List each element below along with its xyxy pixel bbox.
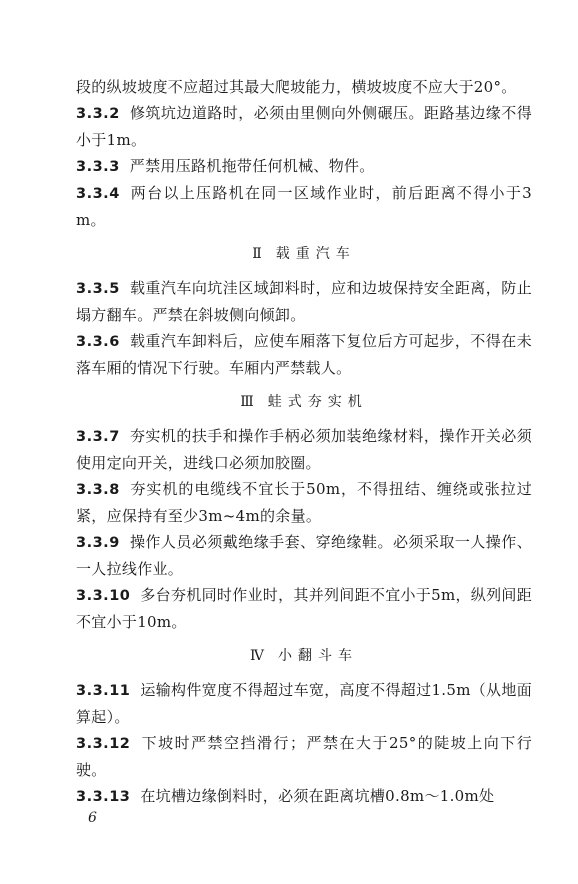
- clause-number: 3.3.11: [76, 683, 131, 699]
- clause-number: 3.3.13: [76, 789, 131, 805]
- clause-number: 3.3.2: [76, 106, 120, 122]
- clause-text: 操作人员必须戴绝缘手套、穿绝缘鞋。必须采取一人操作、一人拉线作业。: [76, 533, 532, 578]
- clause-3-3-6: [76, 328, 532, 381]
- intro-paragraph: 段的纵坡坡度不应超过其最大爬坡能力，横坡坡度不应大于20°。: [76, 78, 517, 96]
- clause-text: 运输构件宽度不得超过车宽，高度不得超过1.5m（从地面算起）。: [76, 681, 532, 726]
- clause-number: 3.3.3: [76, 159, 120, 175]
- clause-number: 3.3.4: [76, 186, 120, 202]
- clause-number: 3.3.9: [76, 535, 120, 551]
- section-heading-3: [76, 389, 532, 415]
- section-title: 小翻斗车: [278, 648, 358, 664]
- section-roman-numeral: Ⅱ: [252, 246, 262, 262]
- clause-text: 载重汽车向坑洼区域卸料时，应和边坡保持安全距离，防止塌方翻车。严禁在斜坡侧向倾卸。: [76, 279, 532, 324]
- clause-text: 多台夯机同时作业时，其并列间距不宜小于5m，纵列间距不宜小于10m。: [76, 586, 532, 631]
- clause-3-3-5: [76, 275, 532, 328]
- page-number: 6: [88, 810, 97, 826]
- clause-number: 3.3.6: [76, 334, 120, 350]
- clause-text: 两台以上压路机在同一区域作业时，前后距离不得小于3m。: [76, 184, 532, 229]
- clause-text: 夯实机的电缆线不宜长于50m，不得扭结、缠绕或张拉过紧，应保持有至少3m~4m的余量。: [76, 480, 532, 525]
- clause-3-3-8: [76, 476, 532, 529]
- clause-text: 载重汽车卸料后，应使车厢落下复位后方可起步，不得在未落车厢的情况下行驶。车厢内严禁载人。: [76, 332, 532, 377]
- clause-number: 3.3.12: [76, 736, 131, 752]
- clause-number: 3.3.8: [76, 482, 120, 498]
- clause-text: 下坡时严禁空挡滑行；严禁在大于25°的陡坡上向下行驶。: [76, 734, 532, 779]
- clause-3-3-12: [76, 730, 532, 783]
- clause-number: 3.3.10: [76, 588, 131, 604]
- clause-number: 3.3.7: [76, 429, 120, 445]
- clause-3-3-11: [76, 677, 532, 730]
- section-heading-4: [76, 643, 532, 669]
- clause-text: 严禁用压路机拖带任何机械、物件。: [129, 157, 375, 175]
- page-content: [76, 74, 532, 810]
- section-roman-numeral: Ⅲ: [240, 394, 254, 410]
- section-roman-numeral: Ⅳ: [250, 648, 264, 664]
- section-heading-2: [76, 241, 532, 267]
- clause-3-3-10: [76, 582, 532, 635]
- clause-text: 夯实机的扶手和操作手柄必须加装绝缘材料，操作开关必须使用定向开关，进线口必须加胶圈。: [76, 427, 532, 472]
- clause-3-3-9: [76, 529, 532, 582]
- clause-3-3-2: [76, 100, 532, 153]
- clause-3-3-3: [76, 153, 532, 180]
- clause-text: 修筑坑边道路时，必须由里侧向外侧碾压。距路基边缘不得小于1m。: [76, 104, 532, 149]
- clause-number: 3.3.5: [76, 281, 120, 297]
- clause-3-3-4: [76, 180, 532, 233]
- section-title: 蛙式夯实机: [267, 394, 368, 410]
- clause-3-3-13: [76, 783, 532, 810]
- clause-3-3-7: [76, 423, 532, 476]
- clause-text: 在坑槽边缘倒料时，必须在距离坑槽0.8m～1.0m处: [140, 787, 495, 805]
- section-title: 载重汽车: [275, 246, 356, 262]
